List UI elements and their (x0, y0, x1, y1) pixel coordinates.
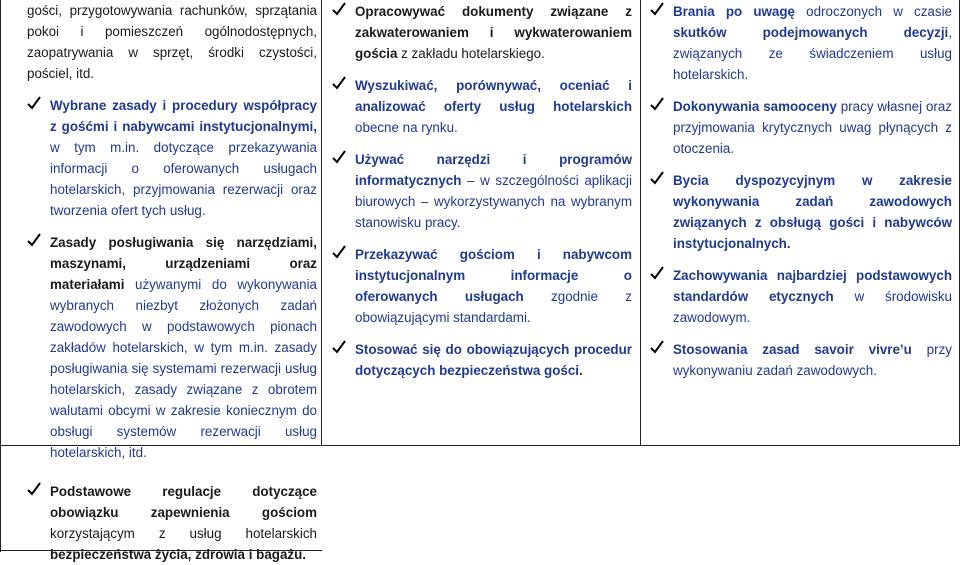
column-skills (332, 0, 632, 381)
list-item: Zasady posługiwania się narzędziami, maszynami, urządzeniami oraz materiałami używanymi do wykonywania wybranych niezbyt złożonych zadań zawodowych w podstawowych pionach zakładów hotelarskich, w tym m.in. zasady posługiwania się systemami rezerwacji usług hotelarskich, zasady związane z obrotem walutami obcymi w zakresie koniecznym do obsługi systemów rezerwacji usług hotelarskich, itd. (27, 232, 317, 463)
checkmark-icon (650, 170, 664, 186)
checkmark-icon (650, 1, 664, 17)
checkmark-icon (650, 339, 664, 355)
checkmark-icon (650, 96, 664, 112)
checkmark-icon (27, 95, 41, 111)
list-item: Opracowywać dokumenty związane z zakwaterowaniem i wykwaterowaniem gościa z zakładu hotelarskiego. (332, 1, 632, 64)
checkmark-icon (27, 481, 41, 497)
list-item: Używać narzędzi i programów informatycznych – w szczególności aplikacji biurowych – wykorzystywanych na wybranym stanowisku pracy. (332, 149, 632, 233)
intro-text: gości, przygotowywania rachunków, sprzątania pokoi i pomieszczeń ogólnodostępnych, zaopatrywania w sprzęt, środki czystości, pościel, itd. (27, 3, 317, 81)
list-item: Brania po uwagę odroczonych w czasie skutków podejmowanych decyzji, związanych ze świadczeniem usług hotelarskich. (650, 1, 952, 85)
column-knowledge (27, 0, 317, 565)
checkmark-icon (650, 265, 664, 281)
checkmark-icon (332, 339, 346, 355)
list-item: Wyszukiwać, porównywać, oceniać i analizować oferty usług hotelarskich obecne na rynku. (332, 75, 632, 138)
list-item: Dokonywania samooceny pracy własnej oraz przyjmowania krytycznych uwag płynących z otoczenia. (650, 96, 952, 159)
list-item: Wybrane zasady i procedury współpracy z gośćmi i nabywcami instytucjonalnymi, w tym m.in. dotyczące przekazywania informacji o oferowanych usługach hotelarskich, przyjmowania rezerwacji oraz tworzenia ofert tych usług. (27, 95, 317, 221)
checkmark-icon (332, 244, 346, 260)
column-attitudes (650, 0, 952, 381)
checkmark-icon (332, 149, 346, 165)
checkmark-icon (332, 75, 346, 91)
list-item: Stosować się do obowiązujących procedur dotyczących bezpieczeństwa gości. (332, 339, 632, 381)
list-item: Przekazywać gościom i nabywcom instytucjonalnym informacje o oferowanych usługach zgodnie z obowiązującymi standardami. (332, 244, 632, 328)
list-item: Stosowania zasad savoir vivre’u przy wykonywaniu zadań zawodowych. (650, 339, 952, 381)
list-item: Zachowywania najbardziej podstawowych standardów etycznych w środowisku zawodowym. (650, 265, 952, 328)
checkmark-icon (332, 1, 346, 17)
column-divider-2 (640, 0, 641, 445)
list-item: Podstawowe regulacje dotyczące obowiązku zapewnienia gościom korzystającym z usług hotelarskich bezpieczeństwa życia, zdrowia i bagażu. (27, 481, 317, 565)
checkmark-icon (27, 232, 41, 248)
table-border-left (0, 0, 1, 552)
list-item: Bycia dyspozycyjnym w zakresie wykonywania zadań zawodowych związanych z obsługą gości i nabywców instytucjonalnych. (650, 170, 952, 254)
column-divider-1 (321, 0, 322, 445)
